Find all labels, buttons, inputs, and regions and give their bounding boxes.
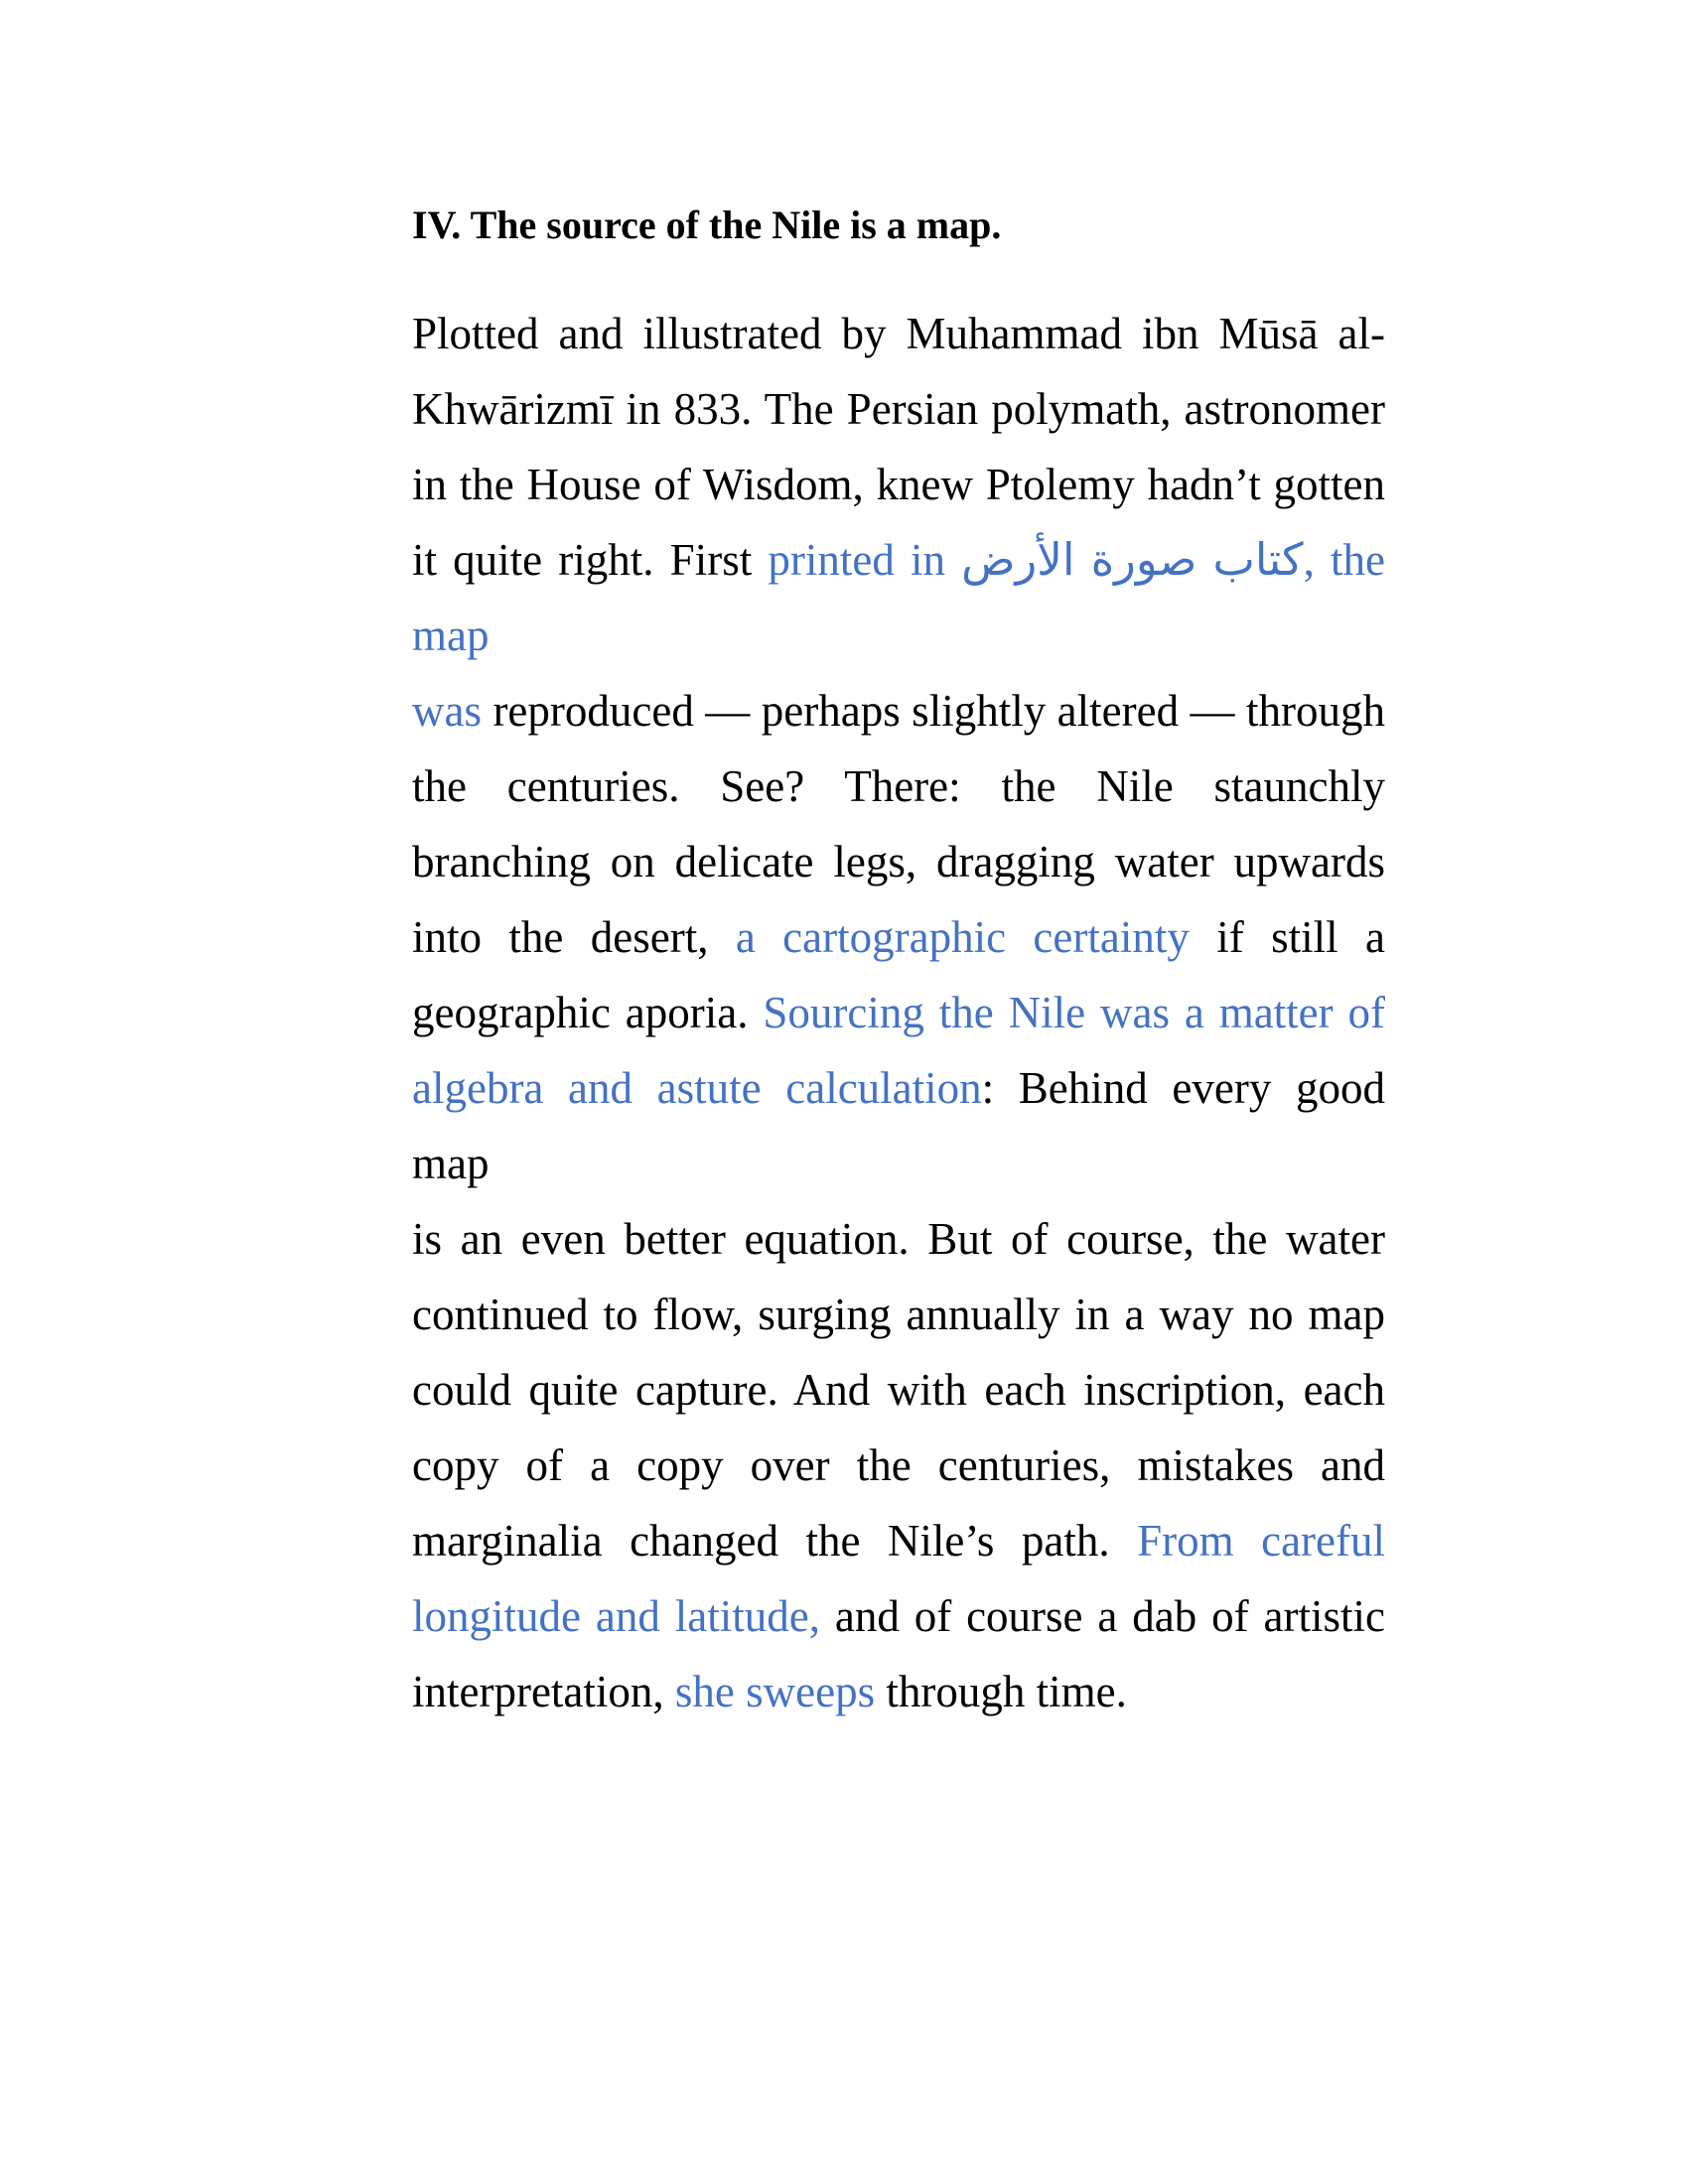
hyperlink-text[interactable]: longitude and latitude, <box>412 1591 820 1641</box>
text-line <box>412 371 1385 447</box>
body-paragraph <box>412 296 1385 1729</box>
text-line <box>412 1352 1385 1428</box>
text-run: it quite right. First <box>412 535 769 585</box>
text-run: Khwārizmī in 833. The Persian polymath, astronomer <box>412 384 1385 434</box>
section-heading: IV. The source of the Nile is a map. <box>412 203 1002 247</box>
text-line <box>412 1503 1385 1578</box>
text-line <box>412 673 1385 749</box>
text-line <box>412 1428 1385 1503</box>
text-run: copy of a copy over the centuries, mistakes and <box>412 1440 1385 1490</box>
text-run: through time. <box>875 1667 1127 1716</box>
text-line <box>412 899 1385 975</box>
text-run: in the House of Wisdom, knew Ptolemy hadn’t gotten <box>412 460 1385 509</box>
text-run: reproduced — perhaps slightly altered — through <box>481 686 1385 736</box>
text-line <box>412 1578 1385 1654</box>
text-run: geographic aporia. <box>412 988 764 1037</box>
hyperlink-text[interactable]: was <box>412 686 482 736</box>
text-line <box>412 1201 1385 1277</box>
text-run: if still a <box>1189 912 1385 962</box>
text-run: continued to flow, surging annually in a way no map <box>412 1290 1385 1339</box>
text-line <box>412 447 1385 522</box>
hyperlink-text[interactable]: Sourcing the Nile was a matter of <box>763 988 1386 1037</box>
text-line <box>412 975 1385 1050</box>
hyperlink-text[interactable]: she sweeps <box>674 1667 876 1716</box>
text-line <box>412 824 1385 899</box>
text-run: the centuries. See? There: the Nile staunchly <box>412 761 1385 811</box>
hyperlink-text[interactable]: printed in كتاب صورة الأرض, the map <box>412 535 1385 660</box>
text-run: into the desert, <box>412 912 736 962</box>
text-line <box>412 749 1385 824</box>
text-run: Plotted and illustrated by Muhammad ibn Mūsā al- <box>412 309 1385 358</box>
hyperlink-text[interactable]: From careful <box>1137 1516 1385 1566</box>
text-run: branching on delicate legs, dragging water upwards <box>412 837 1385 887</box>
text-line <box>412 296 1385 371</box>
text-run: is an even better equation. But of course, the water <box>412 1214 1385 1264</box>
text-run: and of course a dab of artistic <box>819 1591 1385 1641</box>
text-line <box>412 1277 1385 1352</box>
hyperlink-text[interactable]: algebra and astute calculation <box>412 1063 982 1113</box>
text-line <box>412 1050 1385 1201</box>
text-run: : Behind every good map <box>412 1063 1385 1188</box>
text-run: could quite capture. And with each inscription, each <box>412 1365 1385 1415</box>
text-line <box>412 1654 1385 1729</box>
text-line <box>412 522 1385 673</box>
hyperlink-text[interactable]: a cartographic certainty <box>735 912 1190 962</box>
text-run: marginalia changed the Nile’s path. <box>412 1516 1138 1566</box>
text-run: interpretation, <box>412 1667 675 1716</box>
